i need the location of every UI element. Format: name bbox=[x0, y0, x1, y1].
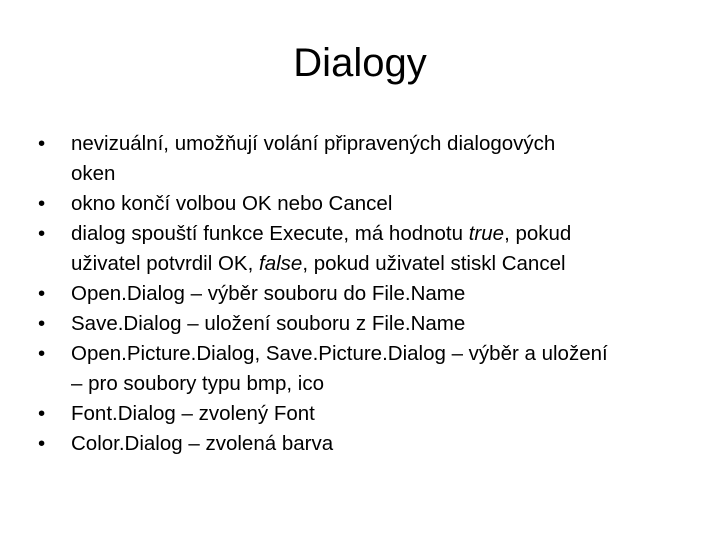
bullet-text: Font.Dialog – zvolený Font bbox=[71, 402, 315, 425]
italic-false: false bbox=[259, 252, 303, 275]
bullet-item-nevizualni bbox=[38, 129, 688, 189]
bullet-icon: • bbox=[38, 312, 46, 335]
bullet-item-save-dialog bbox=[38, 309, 688, 339]
bullet-icon: • bbox=[38, 192, 46, 215]
text-segment: uživatel potvrdil OK, bbox=[71, 252, 259, 275]
bullet-text: Open.Dialog – výběr souboru do File.Name bbox=[71, 282, 466, 305]
bullet-item-picture-dialog bbox=[38, 339, 688, 399]
slide-title: Dialogy bbox=[293, 41, 427, 85]
bullet-text-continuation: oken bbox=[71, 162, 116, 185]
bullet-item-font-dialog bbox=[38, 399, 688, 429]
text-segment: , pokud uživatel stiskl Cancel bbox=[302, 252, 566, 275]
bullet-text: nevizuální, umožňují volání připravených dialogových bbox=[71, 132, 556, 155]
bullet-item-okno bbox=[38, 189, 688, 219]
bullet-icon: • bbox=[38, 222, 46, 245]
bullet-item-open-dialog bbox=[38, 279, 688, 309]
bullet-icon: • bbox=[38, 132, 46, 155]
bullet-icon: • bbox=[38, 432, 46, 455]
bullet-item-color-dialog bbox=[38, 429, 688, 459]
bullet-icon: • bbox=[38, 342, 46, 365]
bullet-text: Open.Picture.Dialog, Save.Picture.Dialog – výběr a uložení bbox=[71, 342, 608, 365]
bullet-list bbox=[38, 129, 688, 459]
bullet-text: Save.Dialog – uložení souboru z File.Name bbox=[71, 312, 466, 335]
bullet-text-continuation: – pro soubory typu bmp, ico bbox=[71, 372, 324, 395]
text-segment: dialog spouští funkce Execute, má hodnotu bbox=[71, 222, 469, 245]
text-segment: , pokud bbox=[504, 222, 572, 245]
bullet-icon: • bbox=[38, 402, 46, 425]
bullet-text: okno končí volbou OK nebo Cancel bbox=[71, 192, 393, 215]
bullet-icon: • bbox=[38, 282, 46, 305]
bullet-text-continuation bbox=[71, 249, 688, 279]
bullet-text: Color.Dialog – zvolená barva bbox=[71, 432, 334, 455]
bullet-item-execute bbox=[38, 219, 688, 279]
bullet-text bbox=[71, 219, 688, 249]
italic-true: true bbox=[468, 222, 505, 245]
